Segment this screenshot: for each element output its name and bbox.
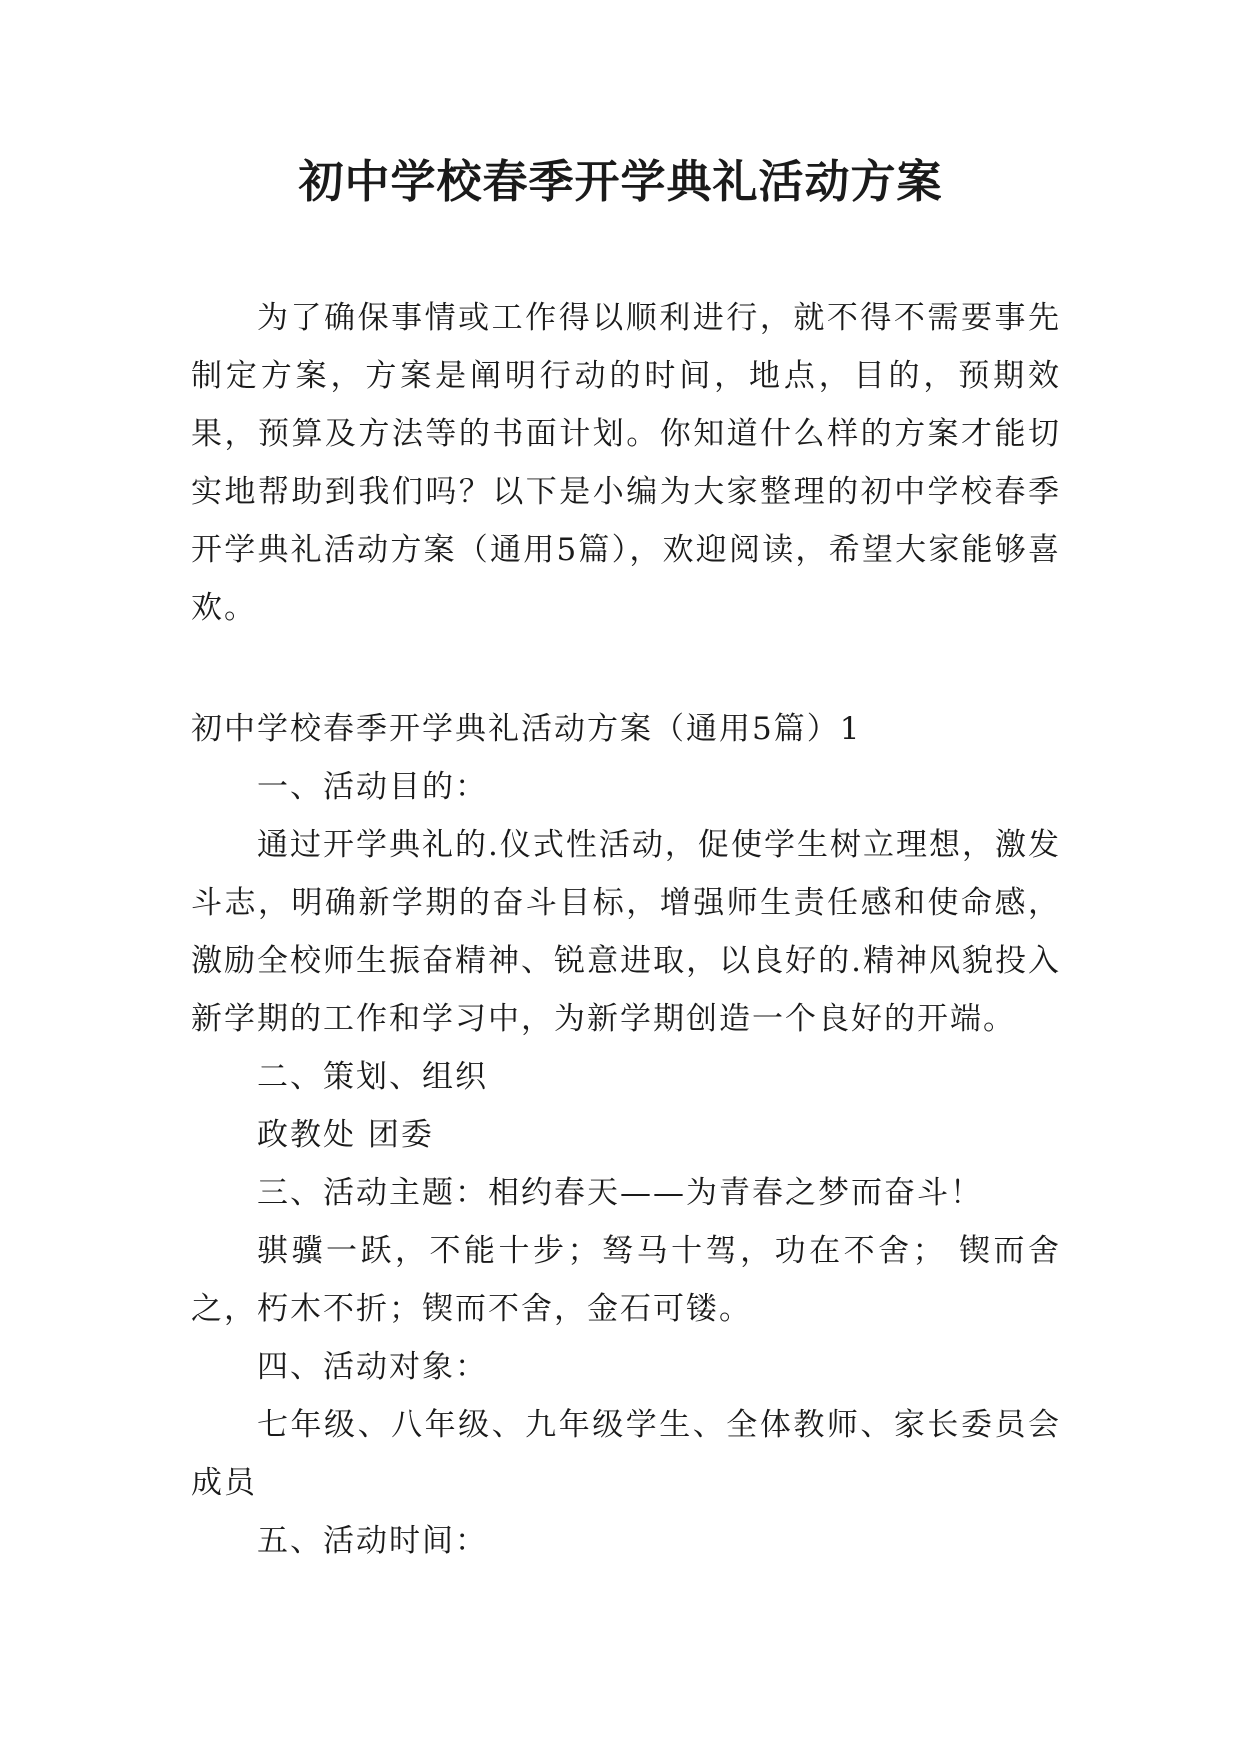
paragraph-organizer: 政教处 团委 bbox=[257, 1117, 434, 1153]
paragraph-quote: 骐骥一跃，不能十步；驽马十驾，功在不舍； 锲而舍之，朽木不折；锲而不舍，金石可镂。 bbox=[191, 1233, 1061, 1327]
intro-paragraph: 为了确保事情或工作得以顺利进行，就不得不需要事先制定方案，方案是阐明行动的时间，地点，目的，预期效果，预算及方法等的书面计划。你知道什么样的方案才能切实地帮助到我们吗？以下是小编为大家整理的初中学校春季开学典礼活动方案（通用5篇），欢迎阅读，希望大家能够喜欢。 bbox=[191, 300, 1061, 626]
document-title: 初中学校春季开学典礼活动方案 bbox=[298, 155, 943, 208]
heading-audience: 四、活动对象： bbox=[257, 1349, 488, 1385]
heading-time: 五、活动时间： bbox=[257, 1523, 488, 1559]
paragraph-purpose: 通过开学典礼的.仪式性活动，促使学生树立理想，激发斗志，明确新学期的奋斗目标，增强师生责任感和使命感，激励全校师生振奋精神、锐意进取，以良好的.精神风貌投入新学期的工作和学习中，为新学期创造一个良好的开端。 bbox=[191, 827, 1061, 1037]
heading-organizer: 二、策划、组织 bbox=[257, 1059, 488, 1095]
paragraph-audience: 七年级、八年级、九年级学生、全体教师、家长委员会成员 bbox=[191, 1407, 1061, 1501]
heading-theme: 三、活动主题：相约春天——为青春之梦而奋斗！ bbox=[257, 1175, 983, 1211]
section-body bbox=[191, 758, 1061, 1570]
heading-purpose: 一、活动目的： bbox=[257, 769, 488, 805]
section-title: 初中学校春季开学典礼活动方案（通用5篇）1 bbox=[191, 711, 862, 747]
